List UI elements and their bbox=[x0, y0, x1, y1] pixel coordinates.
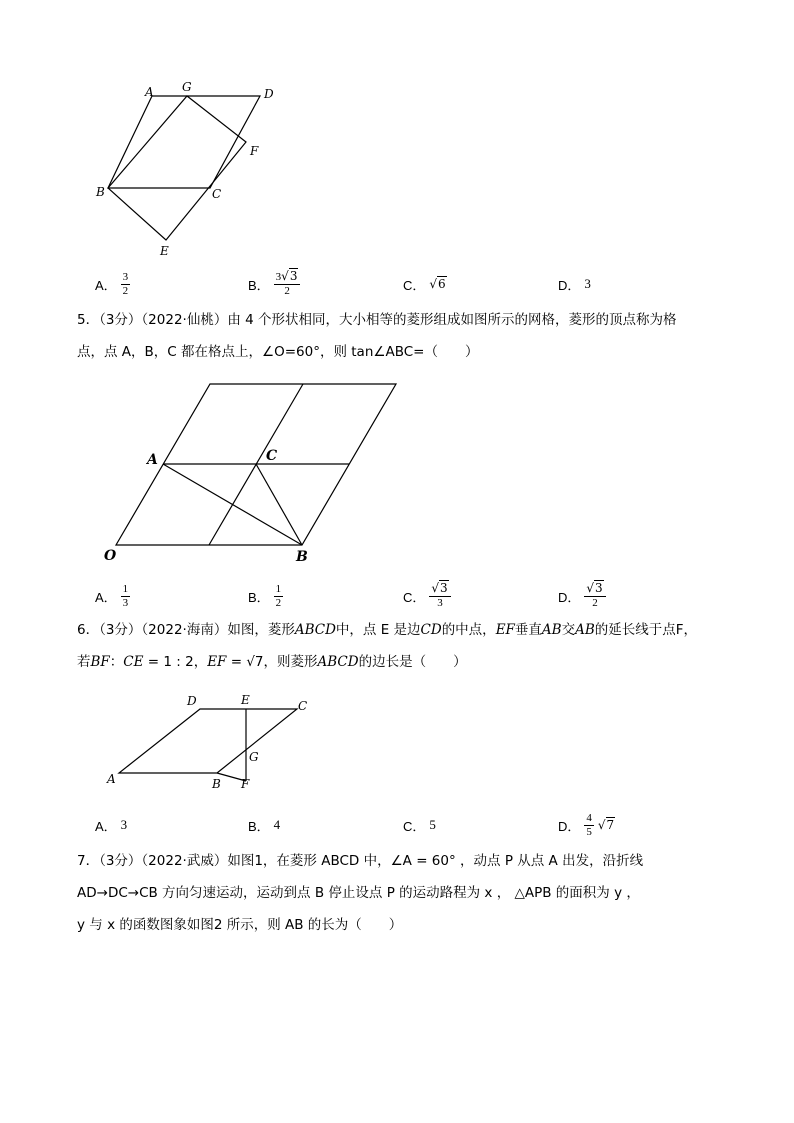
option-letter: C． bbox=[403, 589, 426, 605]
label-d: D bbox=[187, 694, 197, 708]
option-letter: A． bbox=[95, 589, 117, 605]
q5-line-2: 点，点 A，B，C 都在格点上，∠O=60°，则 tan∠ABC=（ ） bbox=[77, 344, 479, 360]
q6-option-a[interactable] bbox=[95, 808, 127, 842]
option-letter: B． bbox=[248, 589, 270, 605]
label-c: C bbox=[212, 187, 222, 201]
option-letter: D． bbox=[558, 818, 581, 834]
label-b: B bbox=[96, 185, 105, 199]
q5-option-b[interactable] bbox=[248, 579, 283, 613]
sqrt-value: √7 bbox=[597, 818, 615, 832]
label-f: F bbox=[241, 777, 250, 791]
label-c: C bbox=[266, 448, 278, 464]
q4-option-b[interactable] bbox=[248, 267, 300, 301]
segment-ab bbox=[163, 464, 302, 545]
rhombus-abcd bbox=[119, 709, 297, 773]
fraction: $\frac{3√3}{2}$ bbox=[274, 270, 301, 298]
option-letter: A． bbox=[95, 818, 117, 834]
fraction: $\frac{1}{3}$ bbox=[122, 582, 129, 609]
label-e: E bbox=[160, 244, 169, 258]
fraction: $\frac{4}{5}$ bbox=[586, 811, 592, 838]
label-g: G bbox=[249, 750, 259, 764]
label-a: A bbox=[145, 85, 154, 99]
q5-option-c[interactable] bbox=[403, 579, 451, 613]
fraction: $\frac{1}{2}$ bbox=[275, 582, 282, 609]
option-letter: A． bbox=[95, 277, 117, 293]
label-f: F bbox=[250, 144, 259, 158]
q5-option-d[interactable] bbox=[558, 579, 606, 613]
option-letter: D． bbox=[558, 277, 581, 293]
label-a: A bbox=[147, 452, 158, 468]
q5-stem bbox=[77, 304, 717, 368]
label-c: C bbox=[298, 699, 308, 713]
q4-option-d[interactable] bbox=[558, 267, 591, 301]
q6-stem bbox=[77, 614, 717, 678]
sqrt-value: √6 bbox=[429, 277, 446, 291]
square-bgfe bbox=[108, 96, 246, 240]
parallelogram-abcd bbox=[108, 96, 260, 188]
q7-stem bbox=[77, 845, 727, 941]
option-value: 3 bbox=[120, 817, 128, 832]
q6-line-2: 若BF：CE = 1 : 2，EF = √7，则菱形ABCD的边长是（ ） bbox=[77, 654, 467, 670]
q7-line-2: AD→DC→CB 方向匀速运动，运动到点 B 停止设点 P 的运动路程为 x ， △APB 的面积为 y ， bbox=[77, 885, 640, 901]
fraction: $\frac{3}{2}$ bbox=[122, 270, 129, 297]
q6-option-b[interactable] bbox=[248, 808, 280, 842]
q6-option-c[interactable] bbox=[403, 808, 436, 842]
option-letter: B． bbox=[248, 818, 270, 834]
label-e: E bbox=[241, 693, 250, 707]
label-g: G bbox=[182, 80, 192, 94]
option-letter: C． bbox=[403, 818, 426, 834]
option-value: 4 bbox=[273, 817, 281, 832]
q7-line-1: 7．（3分）（2022·武威）如图1，在菱形 ABCD 中，∠A = 60° ，动点 P 从点 A 出发，沿折线 bbox=[77, 853, 644, 869]
q6-option-d[interactable] bbox=[558, 808, 615, 842]
q6-line-1: 6．（3分）（2022·海南）如图，菱形ABCD中，点 E 是边CD的中点，EF垂直AB交AB的延长线于点F， bbox=[77, 622, 698, 638]
q5-line-1: 5．（3分）（2022·仙桃）由 4 个形状相同，大小相等的菱形组成如图所示的网格，菱形的顶点称为格 bbox=[77, 312, 677, 328]
q4-option-c[interactable] bbox=[403, 267, 447, 301]
option-value: 5 bbox=[429, 817, 436, 832]
q7-line-3: y 与 x 的函数图象如图2 所示，则 AB 的长为（ ） bbox=[77, 917, 403, 933]
figure-q4 bbox=[90, 78, 290, 263]
q5-option-a[interactable] bbox=[95, 579, 130, 613]
label-o: O bbox=[104, 548, 117, 564]
option-value: 3 bbox=[584, 276, 591, 291]
figure-q5 bbox=[100, 375, 410, 567]
figure-q6 bbox=[105, 690, 315, 795]
fraction: $\frac{√3}{3}$ bbox=[429, 582, 450, 610]
option-letter: D． bbox=[558, 589, 581, 605]
label-a: A bbox=[107, 772, 116, 786]
option-letter: B． bbox=[248, 277, 270, 293]
fraction: $\frac{√3}{2}$ bbox=[584, 582, 605, 610]
q4-option-a[interactable] bbox=[95, 267, 130, 301]
label-d: D bbox=[264, 87, 274, 101]
label-b: B bbox=[212, 777, 221, 791]
label-b: B bbox=[296, 549, 308, 565]
segment-cb bbox=[256, 464, 302, 545]
option-letter: C． bbox=[403, 277, 426, 293]
